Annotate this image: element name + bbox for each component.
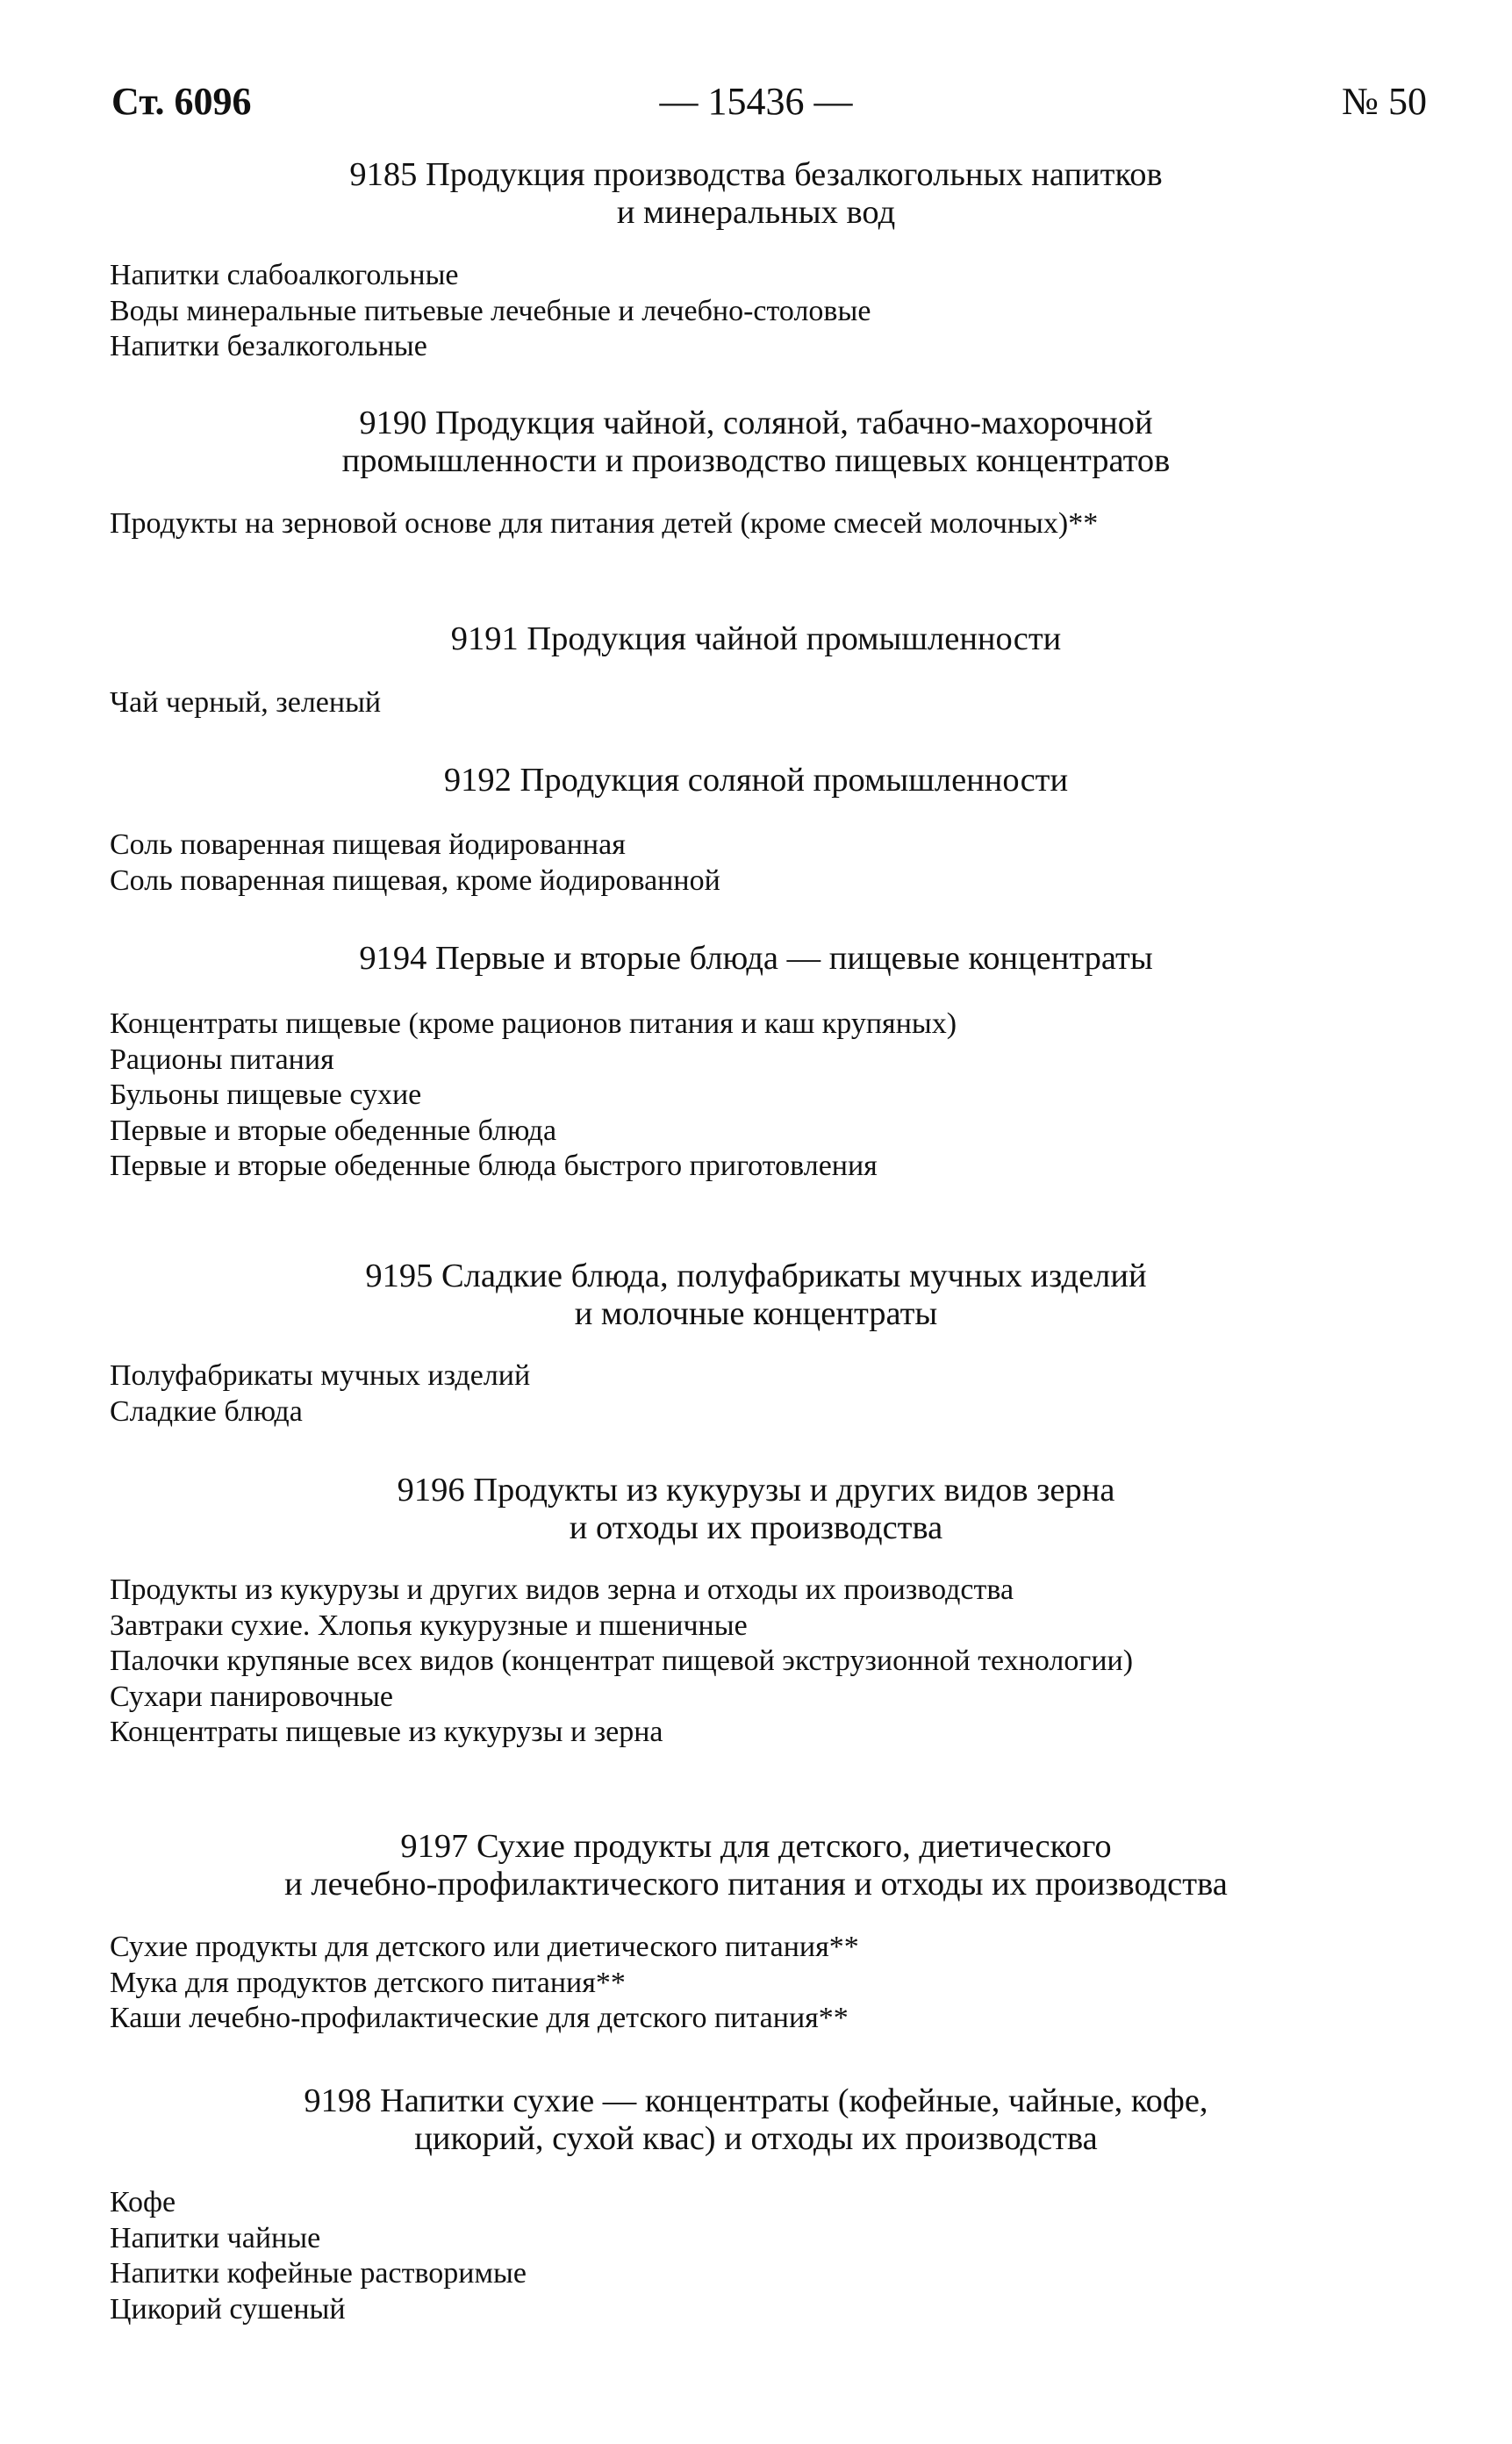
list-item: Палочки крупяные всех видов (концентрат пищевой экструзионной технологии) [110,1645,1134,1677]
list-item: Первые и вторые обеденные блюда быстрого приготовления [110,1150,878,1182]
list-item: Завтраки сухие. Хлопья кукурузные и пшеничные [110,1609,748,1642]
list-item: Напитки слабоалкогольные [110,259,459,291]
heading-line: 9198 Напитки сухие — концентраты (кофейные, чайные, кофе, [304,2082,1208,2119]
list-item: Продукты из кукурузы и других видов зерна и отходы их производства [110,1573,1014,1606]
section-items-9191 [110,685,381,721]
section-items-9190 [110,506,1098,542]
heading-line: и молочные концентраты [574,1295,938,1332]
list-item: Рационы питания [110,1043,334,1076]
heading-line: и минеральных вод [616,194,896,231]
heading-line: 9185 Продукция производства безалкогольных напитков [349,156,1163,193]
section-heading-9198 [0,2082,1512,2158]
list-item: Сухари панировочные [110,1680,394,1713]
section-items-9198 [110,2185,527,2327]
section-items-9192 [110,828,720,899]
heading-line: и лечебно-профилактического питания и отходы их производства [284,1866,1228,1903]
heading-line: 9191 Продукция чайной промышленности [450,620,1062,657]
heading-line: 9190 Продукция чайной, соляной, табачно-махорочной [359,405,1153,441]
section-heading-9196 [0,1472,1512,1547]
list-item: Бульоны пищевые сухие [110,1079,422,1111]
list-item: Сладкие блюда [110,1394,303,1428]
heading-line: промышленности и производство пищевых концентратов [341,442,1171,479]
section-heading-9185 [0,156,1512,232]
section-heading-9194 [0,940,1512,978]
list-item: Соль поваренная пищевая, кроме йодированной [110,864,720,897]
section-items-9196 [110,1573,1133,1751]
list-item: Кофе [110,2186,176,2218]
page-article-number: Ст. 6096 [111,80,252,123]
list-item: Напитки безалкогольные [110,330,427,362]
list-item: Соль поваренная пищевая йодированная [110,828,626,861]
list-item: Концентраты пищевые из кукурузы и зерна [110,1716,663,1748]
list-item: Концентраты пищевые (кроме рационов питания и каш крупяных) [110,1007,957,1040]
list-item: Первые и вторые обеденные блюда [110,1114,557,1147]
list-item: Воды минеральные питьевые лечебные и лечебно-столовые [110,294,871,327]
heading-line: цикорий, сухой квас) и отходы их производства [414,2120,1098,2157]
section-heading-9191 [0,620,1512,658]
heading-line: 9194 Первые и вторые блюда — пищевые концентраты [359,940,1153,977]
section-items-9194 [110,1007,957,1185]
page-number: — 15436 — [659,80,853,123]
heading-line: 9196 Продукты из кукурузы и других видов зерна [397,1472,1115,1509]
list-item: Продукты на зерновой основе для питания детей (кроме смесей молочных)** [110,507,1099,540]
list-item: Каши лечебно-профилактические для детского питания** [110,2002,849,2034]
section-heading-9192 [0,762,1512,799]
list-item: Напитки кофейные растворимые [110,2257,527,2290]
issue-number: № 50 [1342,80,1427,123]
section-heading-9195 [0,1258,1512,1333]
section-heading-9190 [0,405,1512,480]
section-items-9197 [110,1930,859,2037]
list-item: Напитки чайные [110,2221,321,2254]
heading-line: и отходы их производства [569,1509,943,1546]
list-item: Сухие продукты для детского или диетического питания** [110,1931,859,1963]
list-item: Полуфабрикаты мучных изделий [110,1359,531,1392]
heading-line: 9197 Сухие продукты для детского, диетического [400,1828,1112,1865]
section-items-9195 [110,1358,530,1430]
section-heading-9197 [0,1828,1512,1903]
section-items-9185 [110,258,871,365]
heading-line: 9195 Сладкие блюда, полуфабрикаты мучных изделий [365,1258,1147,1294]
list-item: Чай черный, зеленый [110,686,382,719]
list-item: Мука для продуктов детского питания** [110,1966,626,1999]
heading-line: 9192 Продукция соляной промышленности [443,762,1069,799]
list-item: Цикорий сушеный [110,2292,346,2326]
